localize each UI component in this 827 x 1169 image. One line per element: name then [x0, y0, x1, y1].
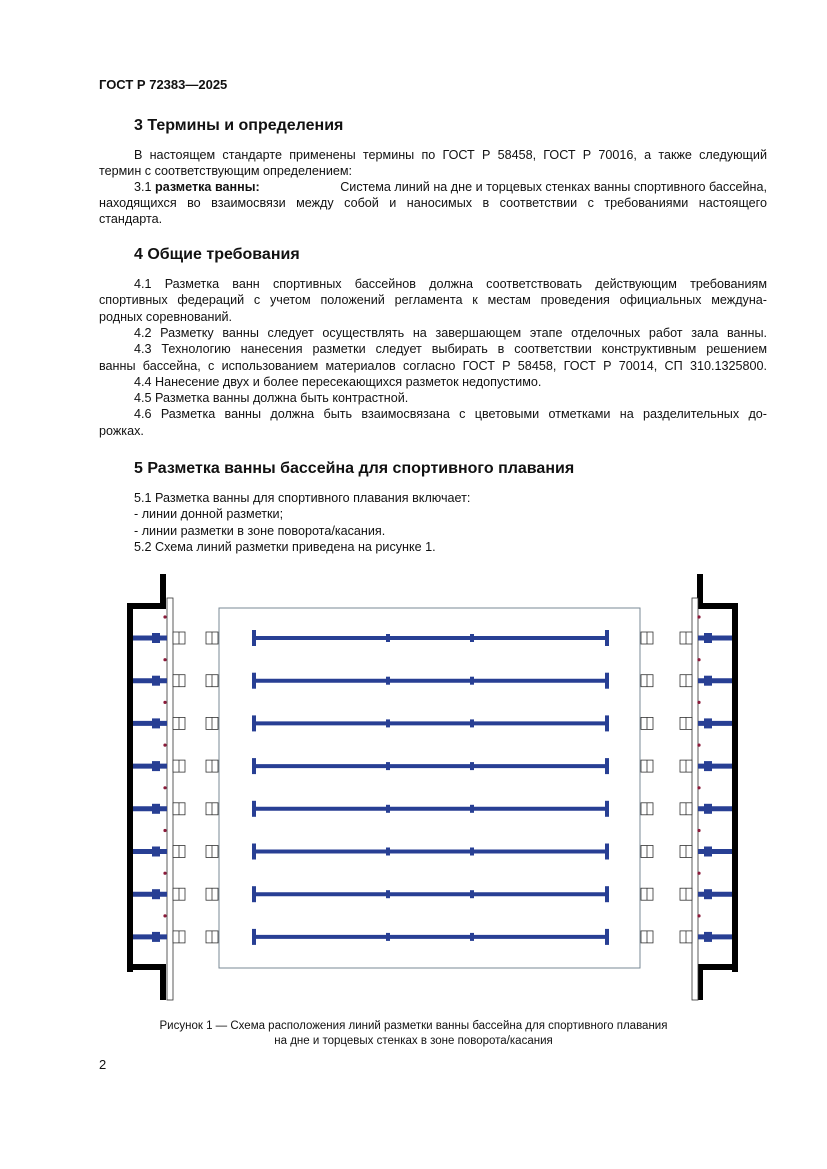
lane-line-tick: [386, 634, 390, 642]
lane-line-end-bar: [252, 715, 256, 731]
lane-line-tick: [470, 719, 474, 727]
left-wall-marking-cross: [152, 932, 160, 942]
left-wall-marking-cross: [152, 804, 160, 814]
wall-dot: [163, 744, 166, 747]
lane-line-tick: [386, 848, 390, 856]
wall-dot: [163, 872, 166, 875]
lane-line-tick: [386, 933, 390, 941]
lane-line-end-bar: [252, 758, 256, 774]
lane-line-tick: [470, 677, 474, 685]
lane-line-end-bar: [252, 673, 256, 689]
left-wall-marking-cross: [152, 676, 160, 686]
lane-line-end-bar: [605, 886, 609, 902]
paragraph-line: рожках.: [99, 423, 144, 438]
paragraph-line: 4.5 Разметка ванны должна быть контрастной.: [134, 391, 409, 406]
paragraph-line: термин с соответствующим определением:: [99, 164, 353, 178]
section-5-title: 5 Разметка ванны бассейна для спортивного плавания: [134, 460, 575, 477]
lane-line-tick: [386, 805, 390, 813]
document-header: ГОСТ Р 72383—2025: [99, 77, 228, 92]
wall-dot: [697, 829, 700, 832]
figure-caption-line: Рисунок 1 — Схема расположения линий разметки ванны бассейна для спортивного плавания: [159, 1020, 668, 1032]
paragraph-line: В настоящем стандарте применены термины по ГОСТ Р 58458, ГОСТ Р 70016, а также следующий: [134, 148, 767, 162]
lane-line-end-bar: [252, 630, 256, 646]
left-wall-marking-cross: [152, 761, 160, 771]
right-wall-marking-cross: [704, 889, 712, 899]
wall-dot: [163, 615, 166, 618]
paragraph-line: 5.1 Разметка ванны для спортивного плавания включает:: [134, 491, 471, 505]
wall-dot: [697, 872, 700, 875]
right-wall-marking-cross: [704, 761, 712, 771]
lane-line-tick: [386, 677, 390, 685]
paragraph-line: 4.4 Нанесение двух и более пересекающихся разметок недопустимо.: [134, 374, 542, 389]
figure-caption-line: на дне и торцевых стенках в зоне поворота/касания: [274, 1035, 553, 1047]
right-wall-marking-cross: [704, 804, 712, 814]
term-definition: Система линий на дне и торцевых стенках ванны спортивного бассейна,: [340, 180, 767, 194]
lane-line-tick: [470, 762, 474, 770]
wall-dot: [697, 914, 700, 917]
lane-line-end-bar: [252, 801, 256, 817]
lane-line-end-bar: [252, 929, 256, 945]
paragraph-line: 4.3 Технологию нанесения разметки следует выбирать в соответствии конструктивным решением: [134, 342, 767, 357]
lane-line-end-bar: [252, 886, 256, 902]
paragraph-line: стандарта.: [99, 212, 163, 226]
right-wall-marking-cross: [704, 718, 712, 728]
lane-line-end-bar: [252, 844, 256, 860]
left-wall-marking-cross: [152, 633, 160, 643]
wall-dot: [697, 658, 700, 661]
paragraph-line: находящихся во взаимосвязи между собой и наносимых в соответствии с требованиями настоящего: [99, 196, 767, 210]
lane-line-end-bar: [605, 758, 609, 774]
paragraph-line: - линии донной разметки;: [134, 507, 284, 522]
wall-dot: [697, 701, 700, 704]
lane-line-tick: [470, 634, 474, 642]
section-3-title: 3 Термины и определения: [134, 117, 344, 134]
paragraph-line: 4.1 Разметка ванн спортивных бассейнов должна соответствовать действующим требованиям: [134, 277, 767, 291]
left-pool-wall-bottom: [130, 967, 163, 1000]
right-pool-wall-bottom: [700, 967, 735, 1000]
wall-dot: [163, 914, 166, 917]
lane-line-end-bar: [605, 801, 609, 817]
left-wall-marking-cross: [152, 847, 160, 857]
right-wall-marking-cross: [704, 847, 712, 857]
lane-line-tick: [470, 890, 474, 898]
lane-line-end-bar: [605, 673, 609, 689]
left-touch-wall-strip: [167, 598, 173, 1000]
wall-dot: [697, 744, 700, 747]
left-wall-marking-cross: [152, 718, 160, 728]
lane-line-end-bar: [605, 630, 609, 646]
page-number: 2: [99, 1057, 107, 1072]
wall-dot: [163, 786, 166, 789]
right-wall-marking-cross: [704, 676, 712, 686]
lane-line-tick: [470, 805, 474, 813]
lane-line-tick: [386, 719, 390, 727]
lane-line-tick: [470, 848, 474, 856]
left-wall-marking-cross: [152, 889, 160, 899]
lane-line-tick: [386, 890, 390, 898]
wall-dot: [163, 829, 166, 832]
paragraph-line: спортивных федераций с учетом положений регламента к местам проведения официальных междуна-: [99, 293, 767, 308]
lane-line-end-bar: [605, 715, 609, 731]
right-wall-marking-cross: [704, 932, 712, 942]
paragraph-line: ванны бассейна, с использованием материалов согласно ГОСТ Р 58458, ГОСТ Р 70014, СП 310.1325800.: [99, 358, 767, 373]
lane-line-tick: [470, 933, 474, 941]
section-4-title: 4 Общие требования: [134, 246, 300, 263]
paragraph-line: 5.2 Схема линий разметки приведена на рисунке 1.: [134, 539, 436, 554]
right-touch-wall-strip: [692, 598, 698, 1000]
pool-bottom-plan: [219, 608, 640, 968]
term-number: 3.1: [134, 180, 152, 194]
right-wall-marking-cross: [704, 633, 712, 643]
wall-dot: [163, 658, 166, 661]
lane-line-tick: [386, 762, 390, 770]
paragraph-line: 4.2 Разметку ванны следует осуществлять на завершающем этапе отделочных работ зала ванны.: [134, 325, 767, 340]
paragraph-line: - линии разметки в зоне поворота/касания.: [134, 523, 386, 538]
paragraph-line: 4.6 Разметка ванны должна быть взаимосвязана с цветовыми отметками на разделительных до-: [134, 407, 767, 422]
wall-dot: [163, 701, 166, 704]
term-name: разметка ванны:: [155, 180, 260, 194]
paragraph-line: родных соревнований.: [99, 309, 233, 324]
lane-line-end-bar: [605, 844, 609, 860]
wall-dot: [697, 615, 700, 618]
lane-line-end-bar: [605, 929, 609, 945]
wall-dot: [697, 786, 700, 789]
